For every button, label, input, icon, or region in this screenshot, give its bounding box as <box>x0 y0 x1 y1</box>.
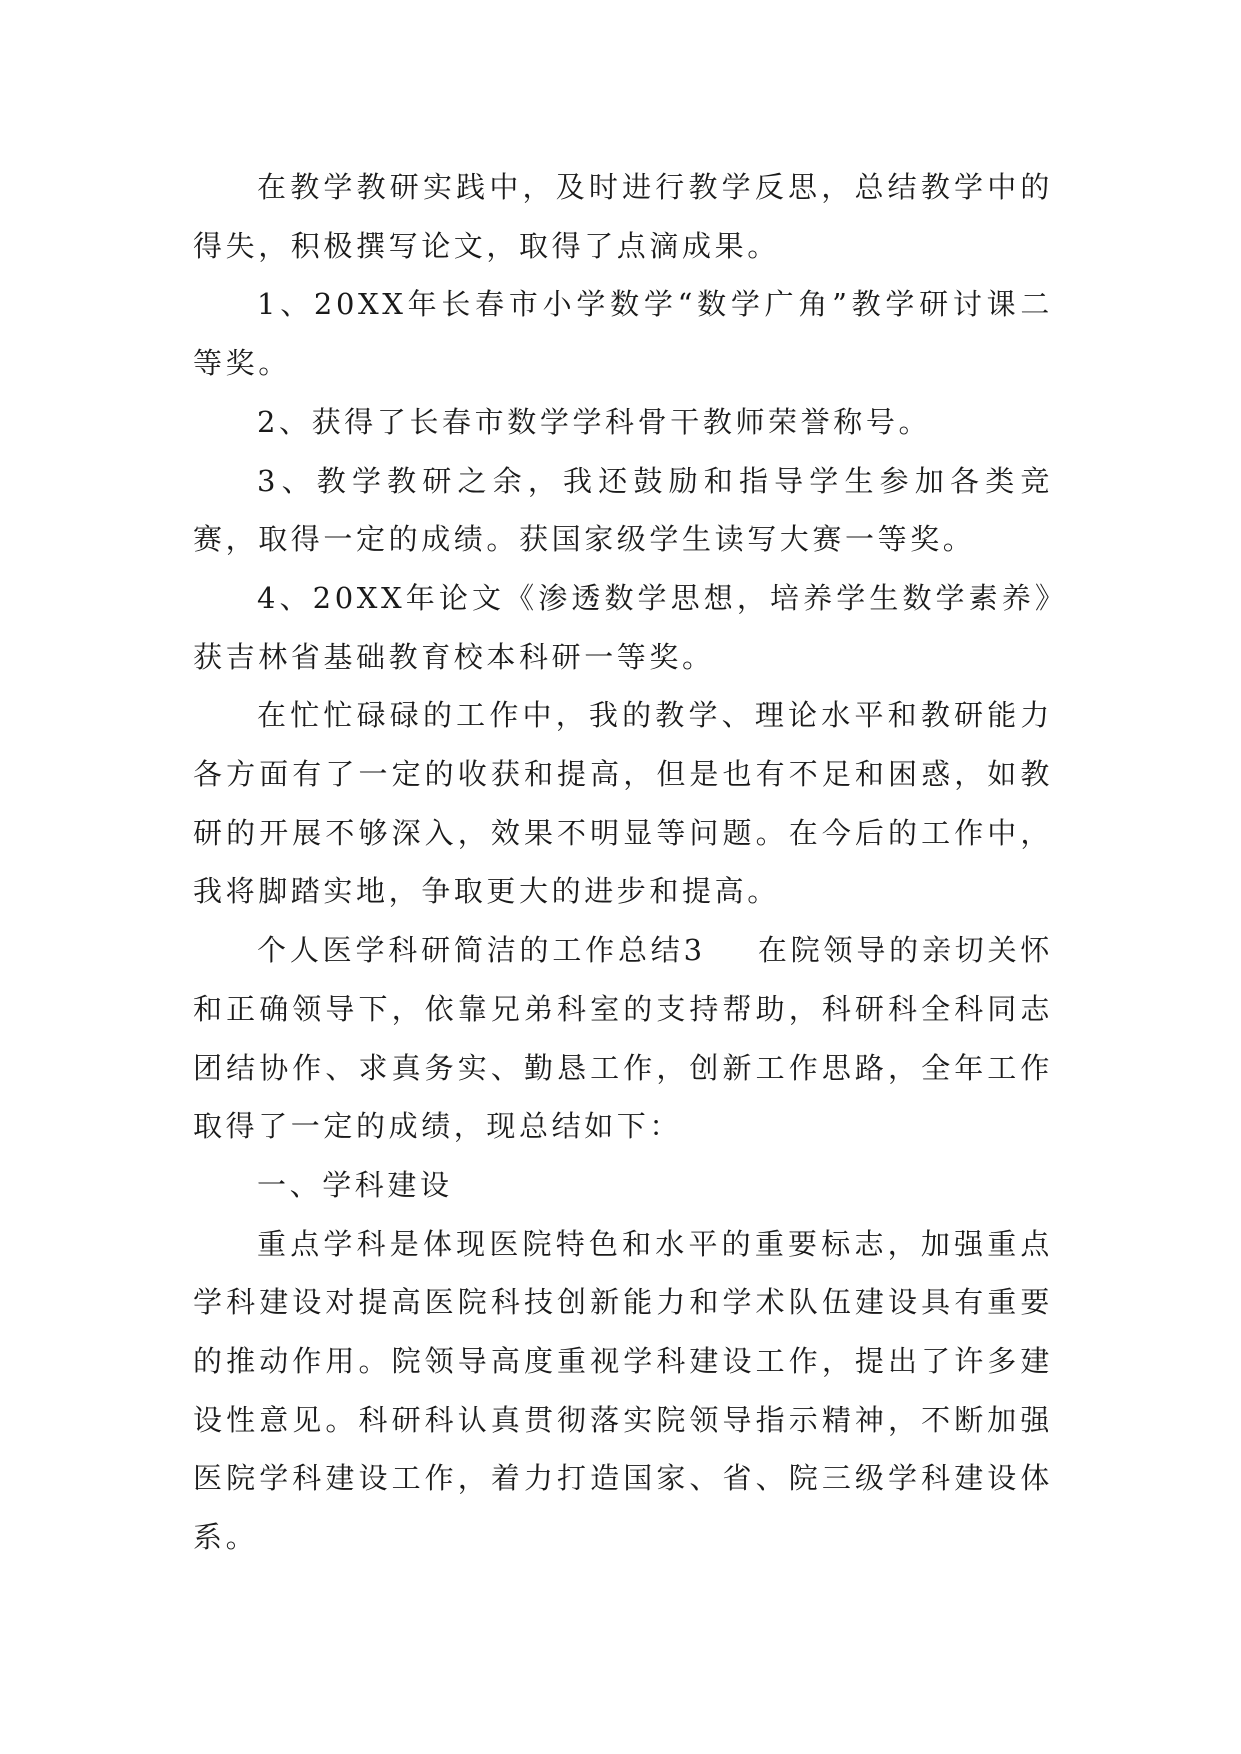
list-item-award-2: 2、获得了长春市数学学科骨干教师荣誉称号。 <box>257 404 932 439</box>
summary-paragraph <box>193 921 1053 1156</box>
list-item-award-1: 1、20XX年长春市小学数学“数学广角”教学研讨课二等奖。 <box>193 287 1053 381</box>
section-body: 重点学科是体现医院特色和水平的重要标志，加强重点学科建设对提高医院科技创新能力和学术队伍建设具有重要的推动作用。院领导高度重视学科建设工作，提出了许多建设性意见。科研科认真贯彻落实院领导指示精神，不断加强医院学科建设工作，着力打造国家、省、院三级学科建设体系。 <box>193 1226 1053 1555</box>
list-item-award-4: 4、20XX年论文《渗透数学思想，培养学生数学素养》获吉林省基础教育校本科研一等奖。 <box>193 580 1053 674</box>
list-item-award-3: 3、教学教研之余，我还鼓励和指导学生参加各类竞赛，取得一定的成绩。获国家级学生读写大赛一等奖。 <box>193 463 1053 557</box>
summary-title: 个人医学科研简洁的工作总结3 <box>257 933 706 968</box>
paragraph-reflection: 在教学教研实践中，及时进行教学反思，总结教学中的得失，积极撰写论文，取得了点滴成果。 <box>193 170 1053 263</box>
paragraph-conclusion: 在忙忙碌碌的工作中，我的教学、理论水平和教研能力各方面有了一定的收获和提高，但是也有不足和困惑，如教研的开展不够深入，效果不明显等问题。在今后的工作中，我将脚踏实地，争取更大的进步和提高。 <box>193 698 1053 909</box>
section-heading: 一、学科建设 <box>257 1167 453 1202</box>
summary-intro: 在院领导的亲切关怀和正确领导下，依靠兄弟科室的支持帮助，科研科全科同志团结协作、求真务实、勤恳工作，创新工作思路，全年工作取得了一定的成绩，现总结如下： <box>193 933 1053 1144</box>
document-body <box>193 158 1053 1567</box>
